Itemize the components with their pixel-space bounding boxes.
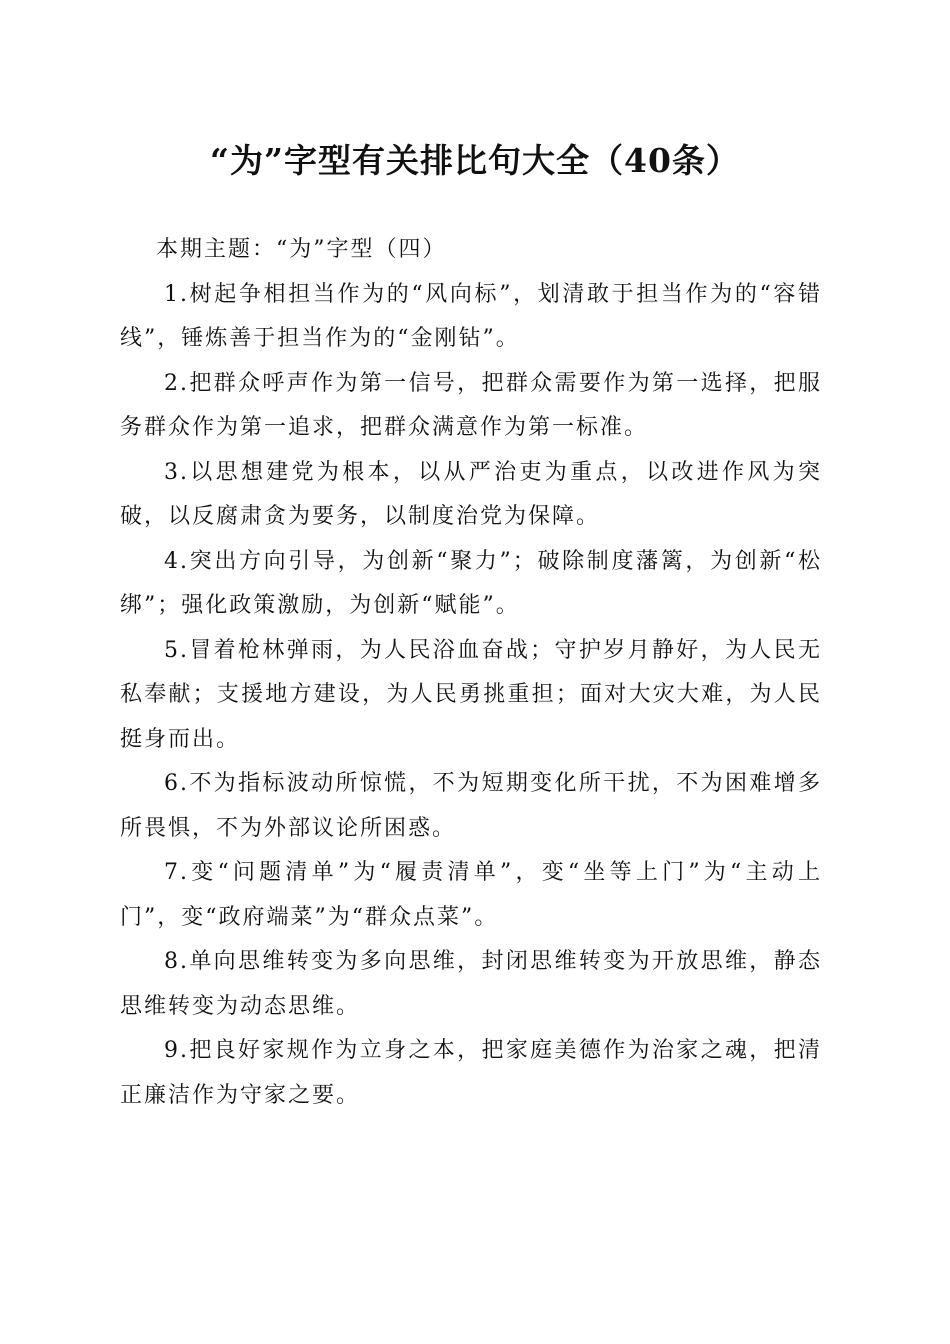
list-item: 5.冒着枪林弹雨，为人民浴血奋战；守护岁月静好，为人民无私奉献；支援地方建设，为人民勇挑重担；面对大灾大难，为人民挺身而出。	[120, 637, 822, 752]
document-body	[120, 228, 822, 1118]
list-item: 6.不为指标波动所惊慌，不为短期变化所干扰，不为困难增多所畏惧，不为外部议论所困惑。	[120, 771, 822, 841]
list-item: 8.单向思维转变为多向思维，封闭思维转变为开放思维，静态思维转变为动态思维。	[120, 949, 822, 1019]
list-item: 9.把良好家规作为立身之本，把家庭美德作为治家之魂，把清正廉洁作为守家之要。	[120, 1038, 822, 1108]
subtitle-paragraph: 本期主题：“为”字型（四）	[156, 237, 447, 262]
list-item: 3.以思想建党为根本，以从严治吏为重点，以改进作风为突破，以反腐肃贪为要务，以制度治党为保障。	[120, 459, 822, 529]
list-item: 2.把群众呼声作为第一信号，把群众需要作为第一选择，把服务群众作为第一追求，把群众满意作为第一标准。	[120, 370, 822, 440]
list-item: 7.变“问题清单”为“履责清单”，变“坐等上门”为“主动上门”，变“政府端菜”为“群众点菜”。	[120, 860, 822, 930]
list-item: 1.树起争相担当作为的“风向标”，划清敢于担当作为的“容错线”，锤炼善于担当作为的“金刚钻”。	[120, 281, 822, 351]
list-item: 4.突出方向引导，为创新“聚力”；破除制度藩篱，为创新“松绑”；强化政策激励，为创新“赋能”。	[120, 548, 822, 618]
document-title: “为”字型有关排比句大全（40条）	[210, 141, 740, 180]
